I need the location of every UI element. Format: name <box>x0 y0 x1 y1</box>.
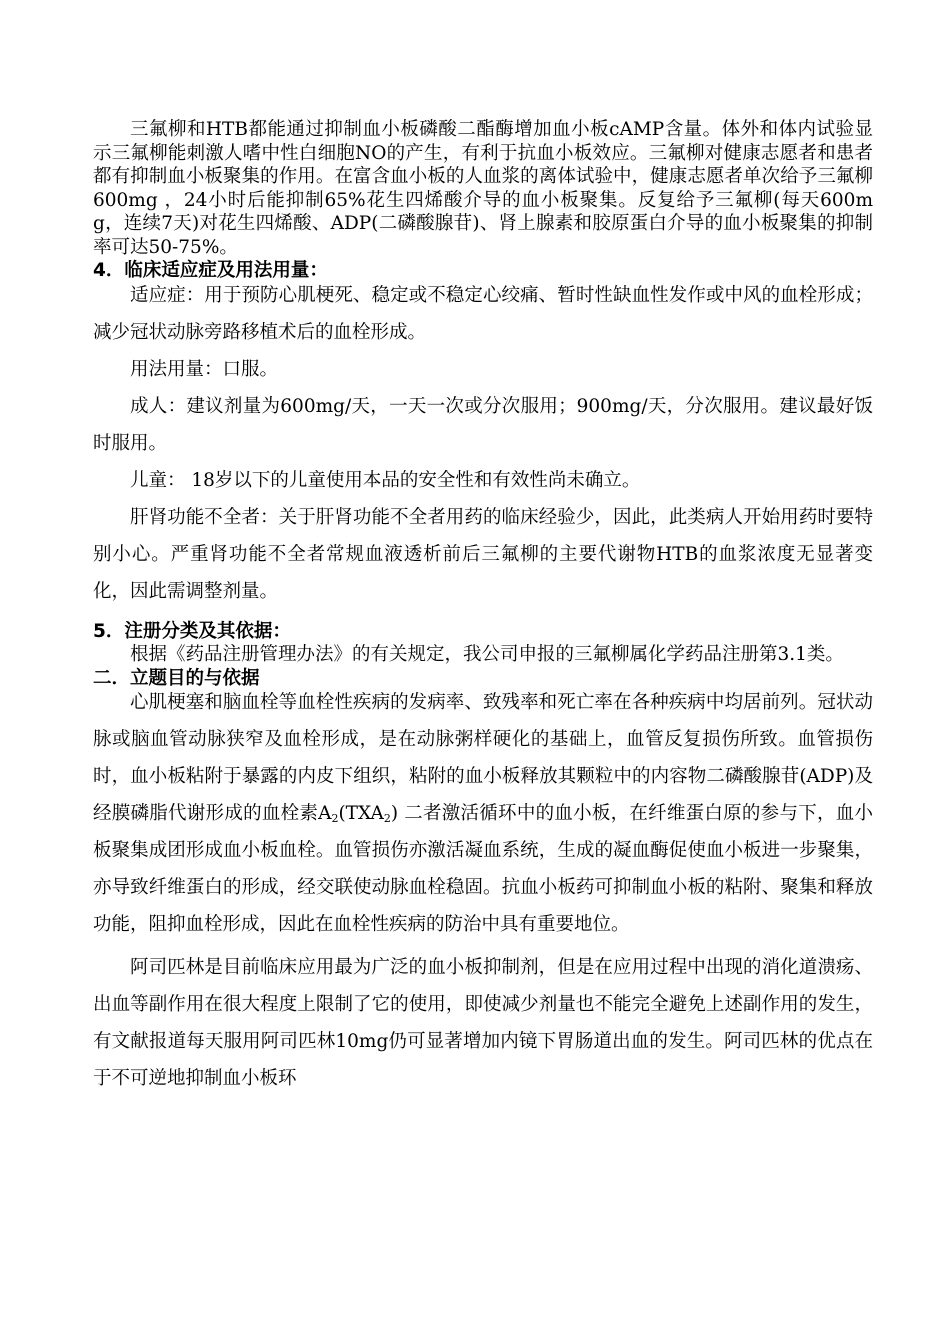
paragraph-registration: 根据《药品注册管理办法》的有关规定，我公司申报的三氟柳属化学药品注册第3.1类。 <box>130 644 844 665</box>
paragraph-adult-dose: 成人：建议剂量为600mg/天，一天一次或分次服用；900mg/天，分次服用。建议最好饭时服用。 <box>93 395 873 454</box>
paragraph-renal: 肝肾功能不全者：关于肝肾功能不全者用药的临床经验少，因此，此类病人开始用药时要特别小心。严重肾功能不全者常规血液透析前后三氟柳的主要代谢物HTB的血浆浓度无显著变化，因此需调整剂量。 <box>93 506 873 602</box>
heading-section-5: 5．注册分类及其依据： <box>93 620 291 642</box>
paragraph-purpose <box>93 684 873 943</box>
purpose-text-a: 心肌梗塞和脑血栓等血栓性疾病的发病率、致残率和死亡率在各种疾病中均居前列。冠状动脉或脑血管动脉狭窄及血栓形成，是在动脉粥样硬化的基础上，血管反复损伤所致。血管损伤时，血小板粘附于暴露的内皮下组织，粘附的血小板释放其颗粒中的内容物二磷酸腺苷(ADP)及经膜磷脂代谢形成的血栓素A <box>93 692 873 824</box>
paragraph-indication: 适应症：用于预防心肌梗死、稳定或不稳定心绞痛、暂时性缺血性发作或中风的血栓形成；减少冠状动脉旁路移植术后的血栓形成。 <box>93 284 873 343</box>
purpose-subscript-1: 2 <box>331 812 339 825</box>
purpose-text-b: ) 二者激活循环中的血小板，在纤维蛋白原的参与下，血小板聚集成团形成血小板血栓。血管损伤亦激活凝血系统，生成的凝血酶促使血小板进一步聚集，亦导致纤维蛋白的形成，经交联使动脉血栓稳固。抗血小板药可抑制血小板的粘附、聚集和释放功能，阻抑血栓形成，因此在血栓性疾病的防治中具有重要地位。 <box>93 803 873 935</box>
document-page <box>93 118 873 1097</box>
purpose-text-mid: (TXA <box>338 803 384 824</box>
paragraph-usage: 用法用量：口服。 <box>130 358 279 380</box>
heading-section-4: 4．临床适应症及用法用量： <box>93 260 328 281</box>
paragraph-mechanism: 三氟柳和HTB都能通过抑制血小板磷酸二酯酶增加血小板cAMP含量。体外和体内试验显示三氟柳能刺激人嗜中性白细胞NO的产生，有利于抗血小板效应。三氟柳对健康志愿者和患者都有抑制血小板聚集的作用。在富含血小板的人血浆的离体试验中，健康志愿者单次给予三氟柳600mg ，24小时后能抑制65%花生四烯酸介导的血小板聚集。反复给予三氟柳(每天600mg，连续7天)对花生四烯酸、ADP(二磷酸腺苷)、肾上腺素和胶原蛋白介导的血小板聚集的抑制率可达50-75%。 <box>93 119 873 258</box>
purpose-subscript-2: 2 <box>383 812 391 825</box>
heading-section-2: 二．立题目的与依据 <box>93 667 260 689</box>
paragraph-aspirin: 阿司匹林是目前临床应用最为广泛的血小板抑制剂，但是在应用过程中出现的消化道溃疡、出血等副作用在很大程度上限制了它的使用，即使减少剂量也不能完全避免上述副作用的发生，有文献报道每天服用阿司匹林10mg仍可显著增加内镜下胃肠道出血的发生。阿司匹林的优点在于不可逆地抑制血小板环 <box>93 957 873 1089</box>
paragraph-children: 儿童： 18岁以下的儿童使用本品的安全性和有效性尚未确立。 <box>130 469 641 491</box>
